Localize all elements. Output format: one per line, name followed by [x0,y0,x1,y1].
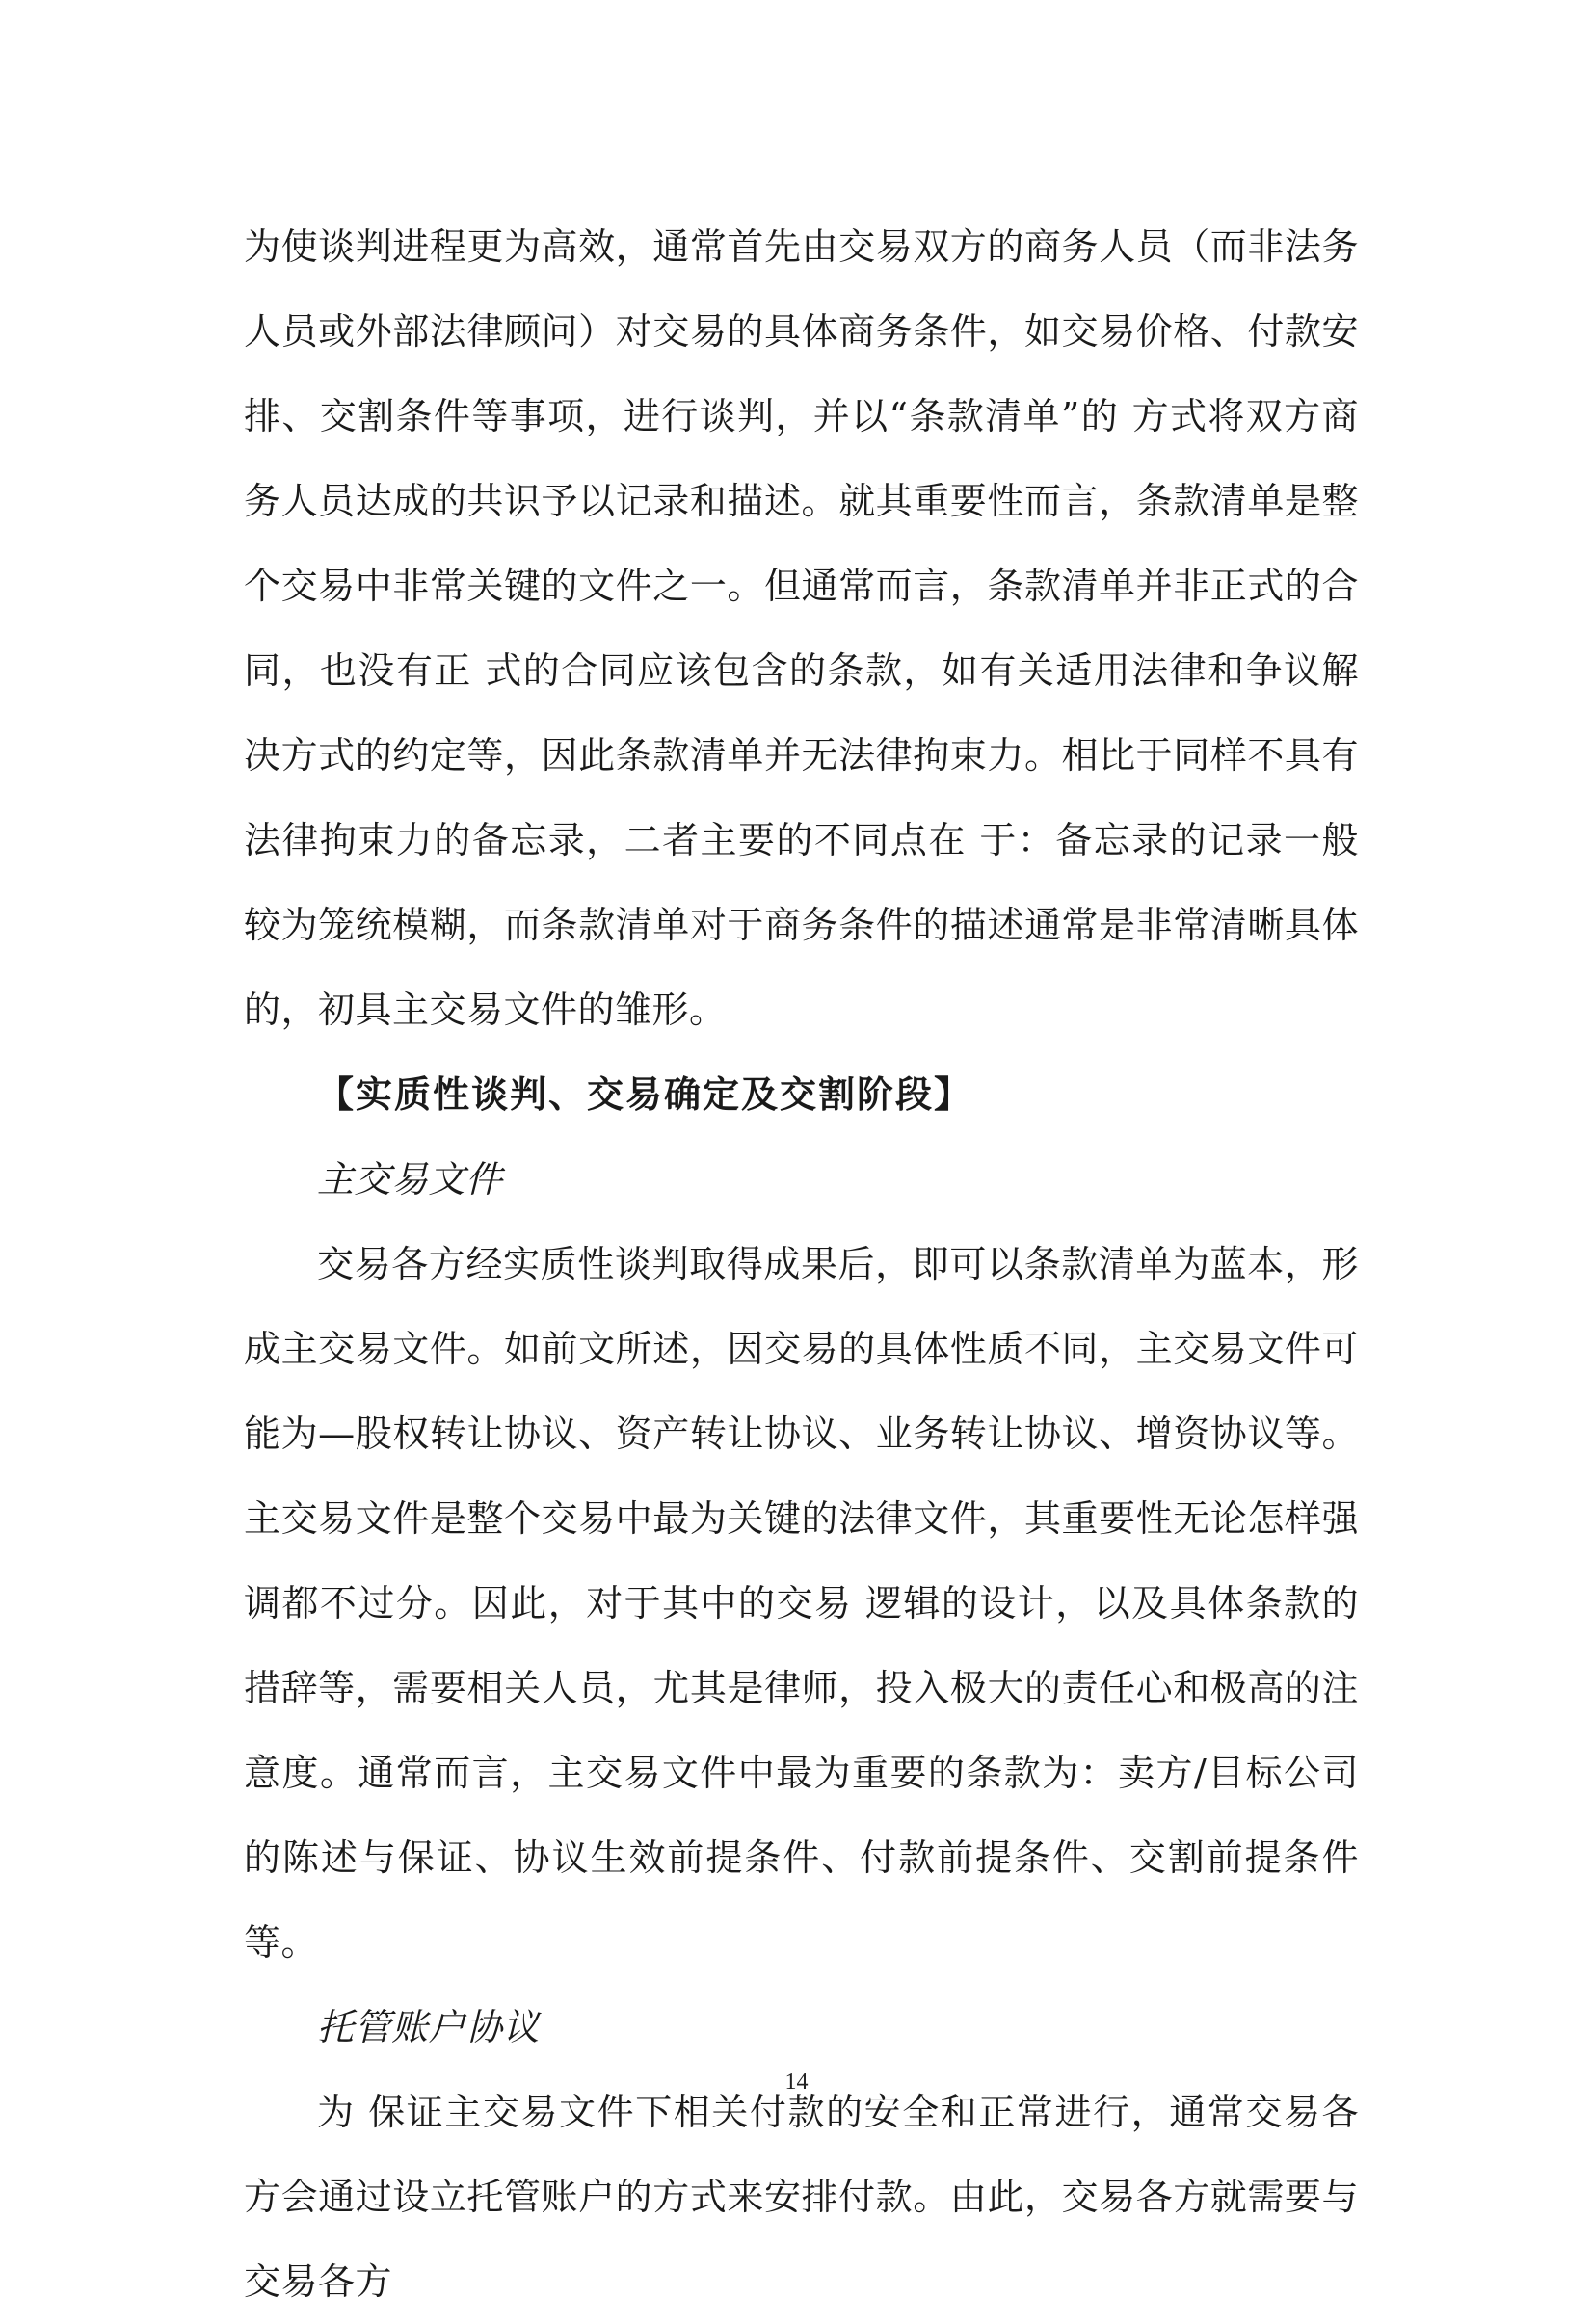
section-heading: 【实质性谈判、交易确定及交割阶段】 [317,1072,973,1116]
subheading-main-transaction-documents: 主交易文件 [317,1158,503,1201]
paragraph-main-transaction-documents: 交易各方经实质性谈判取得成果后，即可以条款清单为蓝本，形成主交易文件。如前文所述，因交易的具体性质不同，主交易文件可能为—股权转让协议、资产转让协议、业务转让协议、增资协议等。主交易文件是整个交易中最为关键的法律文件，其重要性无论怎样强调都不过分。因此，对于其中的交易 逻辑的设计，以及具体条款的措辞等，需要相关人员，尤其是律师，投入极大的责任心和极高的注意度。通常而言，主交易文件中最为重要的条款为：卖方/目标公司的陈述与保证、协议生效前提条件、付款前提条件、交割前提条件等。 [244,1243,1359,1964]
paragraph-term-sheet: 为使谈判进程更为高效，通常首先由交易双方的商务人员（而非法务人员或外部法律顾问）对交易的具体商务条件，如交易价格、付款安排、交割条件等事项，进行谈判，并以“条款清单”的 方式将双方商务人员达成的共识予以记录和描述。就其重要性而言，条款清单是整个交易中非常关键的文件之一。但通常而言，条款清单并非正式的合同，也没有正 式的合同应该包含的条款，如有关适用法律和争议解决方式的约定等，因此条款清单并无法律拘束力。相比于同样不具有法律拘束力的备忘录，二者主要的不同点在 于：备忘录的记录一般较为笼统模糊，而条款清单对于商务条件的描述通常是非常清晰具体的，初具主交易文件的雏形。 [244,225,1359,1031]
subheading-escrow-agreement: 托管账户协议 [317,2006,541,2048]
page-body [244,204,1359,2324]
paragraph-escrow-agreement: 为 保证主交易文件下相关付款的安全和正常进行，通常交易各方会通过设立托管账户的方式来安排付款。由此，交易各方就需要与交易各方 [244,2091,1359,2303]
page-number: 14 [784,2070,809,2095]
